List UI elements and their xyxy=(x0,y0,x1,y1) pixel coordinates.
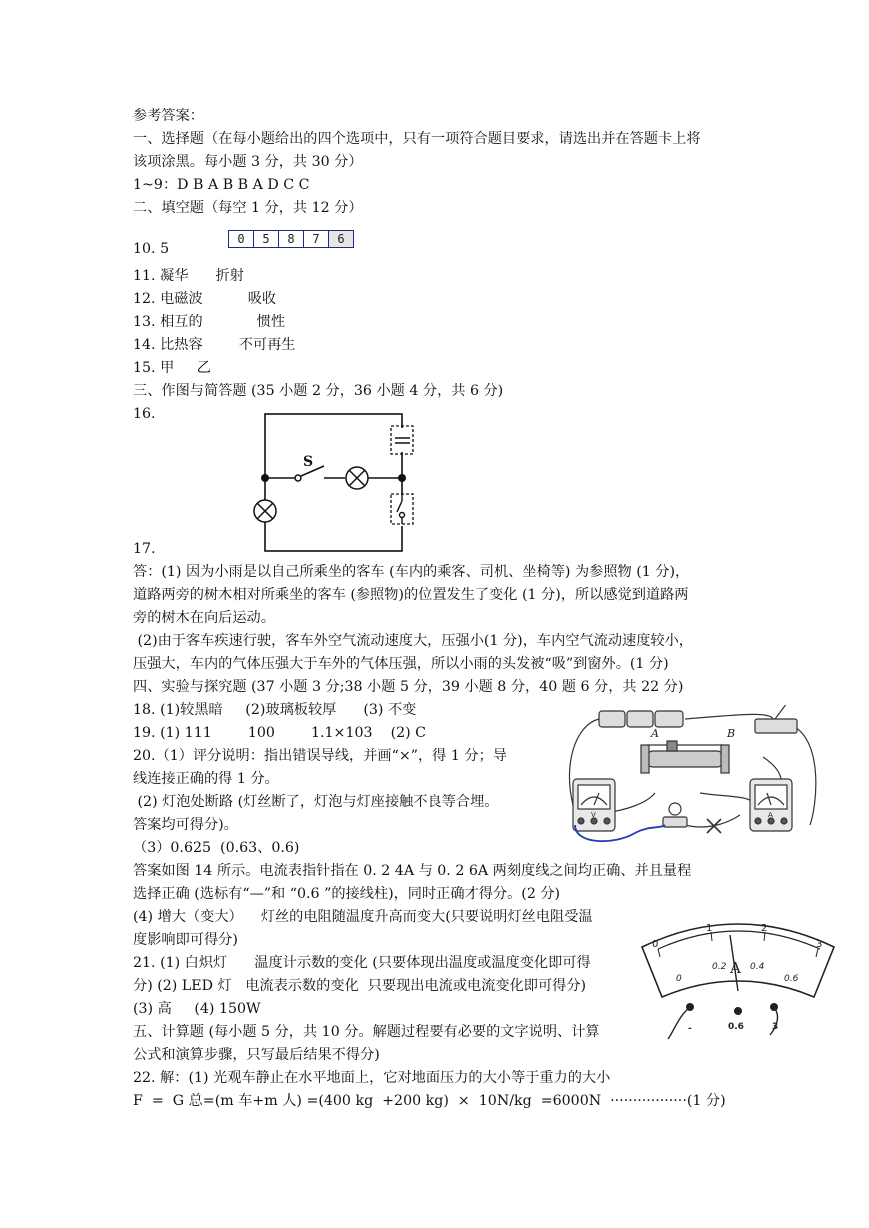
text-line: 道路两旁的树木相对所乘坐的客车 (参照物)的位置发生了变化 (1 分)，所以感觉到道路两 xyxy=(133,587,689,603)
svg-text:A: A xyxy=(651,727,659,740)
text-line: (3) 高 (4) 150W xyxy=(133,1001,261,1017)
answer-heading: 参考答案： xyxy=(133,108,204,124)
odometer-counter xyxy=(228,230,354,248)
text-line: 度影响即可得分) xyxy=(133,932,238,948)
top-tick-label: 1 xyxy=(706,923,713,934)
text-line: 答案均可得分)。 xyxy=(133,817,238,833)
circuit-diagram xyxy=(240,408,430,558)
text-line: 线连接正确的得 1 分。 xyxy=(133,771,279,787)
answer-16-label: 16. xyxy=(133,406,156,422)
apparatus-illustration xyxy=(555,705,825,855)
answer-22: 22. 解：(1) 光观车静止在水平地面上，它对地面压力的大小等于重力的大小 xyxy=(133,1070,611,1086)
svg-text:V: V xyxy=(591,811,596,819)
unit-label: A xyxy=(730,959,741,977)
section-drawing-heading: 三、作图与简答题 (35 小题 2 分，36 小题 4 分，共 6 分) xyxy=(133,383,504,399)
text-line: （3）0.625 (0.63、0.6) xyxy=(133,840,300,856)
text-line: 旁的树木在向后运动。 xyxy=(133,610,275,626)
voltmeter-icon xyxy=(573,779,615,831)
bottom-tick-label: 0.2 xyxy=(712,962,727,972)
terminal-label: 3 xyxy=(772,1022,779,1032)
section-fill-heading: 二、填空题（每空 1 分，共 12 分） xyxy=(133,200,363,216)
bottom-tick-label: 0.4 xyxy=(750,962,765,972)
terminal-label: 0.6 xyxy=(728,1022,744,1032)
ammeter-icon xyxy=(750,779,792,831)
text-line: 公式和演算步骤，只写最后结果不得分) xyxy=(133,1047,380,1063)
switch-label: S xyxy=(303,454,314,470)
text-line: 分) (2) LED 灯 电流表示数的变化 只要现出电流或电流变化即可得分) xyxy=(133,978,587,994)
formula-line: F = G 总=(m 车+m 人) =(400 kg +200 kg) × 10N/kg =6000N ·················(1 分) xyxy=(133,1093,726,1109)
junction-dot xyxy=(261,474,269,482)
section-choice-heading: 一、选择题（在每小题给出的四个选项中，只有一项符合题目要求，请选出并在答题卡上将 xyxy=(133,131,701,147)
answer-15: 15. 甲 乙 xyxy=(133,360,211,376)
text-line: (2) 灯泡处断路 (灯丝断了，灯泡与灯座接触不良等合埋。 xyxy=(133,794,499,810)
answer-1-9: 1~9：D B A B B A D C C xyxy=(133,177,310,193)
terminal-label: - xyxy=(688,1024,692,1034)
svg-text:B: B xyxy=(727,727,736,740)
top-tick-label: 0 xyxy=(652,939,659,950)
lamp-icon xyxy=(254,500,276,522)
answer-19: 19. (1) 111 100 1.1×103 (2) C xyxy=(133,725,427,741)
counter-digit: 5 xyxy=(254,231,279,247)
text-line: (4) 增大（变大） 灯丝的电阻随温度升高而变大(只要说明灯丝电阻受温 xyxy=(133,909,593,925)
top-tick-label: 2 xyxy=(761,923,768,934)
bottom-tick-label: 0 xyxy=(676,974,682,984)
top-tick-label: 3 xyxy=(816,939,823,950)
counter-digit: 0 xyxy=(229,231,254,247)
section-experiment-heading: 四、实验与探究题 (37 小题 3 分;38 小题 5 分，39 小题 8 分，40 题 6 分，共 22 分) xyxy=(133,679,684,695)
text-line: 答案如图 14 所示。电流表指针指在 0. 2 4A 与 0. 2 6A 两刻度线之间均正确、并且量程 xyxy=(133,863,692,879)
counter-digit: 7 xyxy=(304,231,329,247)
answer-14: 14. 比热容 不可再生 xyxy=(133,337,296,353)
bulb-icon xyxy=(663,803,687,827)
bottom-tick-label: 0.6 xyxy=(784,974,799,984)
lamp-icon xyxy=(346,467,368,489)
answer-17-label: 17. xyxy=(133,541,156,557)
rheostat-icon xyxy=(641,741,729,773)
text-line: 选择正确 (选标有“—”和 “0.6 ”的接线柱)，同时正确才得分。(2 分) xyxy=(133,886,561,902)
switch-icon xyxy=(755,705,797,733)
answer-21: 21. (1) 白炽灯 温度计示数的变化 (只要体现出温度或温度变化即可得 xyxy=(133,955,591,971)
counter-digit: 8 xyxy=(279,231,304,247)
answer-11: 11. 凝华 折射 xyxy=(133,268,244,284)
answer-12: 12. 电磁波 吸收 xyxy=(133,291,277,307)
svg-text:A: A xyxy=(768,811,773,819)
text-line: 答：(1) 因为小雨是以自己所乘坐的客车 (车内的乘客、司机、坐椅等) 为参照物 (1 分)， xyxy=(133,564,690,580)
text-line: 该项涂黑。每小题 3 分，共 30 分） xyxy=(133,154,363,170)
counter-digit: 6 xyxy=(329,231,353,247)
answer-13: 13. 相互的 惯性 xyxy=(133,314,286,330)
ammeter-scale-figure xyxy=(638,907,838,1042)
answer-20: 20.（1）评分说明：指出错误导线，并画“×”，得 1 分；导 xyxy=(133,748,507,764)
text-line: (2)由于客车疾速行驶，客车外空气流动速度大，压强小(1 分)，车内空气流动速度较小， xyxy=(133,633,693,649)
section-calc-heading: 五、计算题 (每小题 5 分，共 10 分。解题过程要有必要的文字说明、计算 xyxy=(133,1024,600,1040)
answer-18: 18. (1)较黑暗 (2)玻璃板较厚 (3) 不变 xyxy=(133,702,417,718)
answer-10: 10. 5 xyxy=(133,241,170,257)
terminal-dots xyxy=(686,1003,778,1015)
text-line: 压强大，车内的气体压强大于车外的气体压强，所以小雨的头发被“吸”到窗外。(1 分) xyxy=(133,656,669,672)
battery-pack xyxy=(599,711,683,727)
